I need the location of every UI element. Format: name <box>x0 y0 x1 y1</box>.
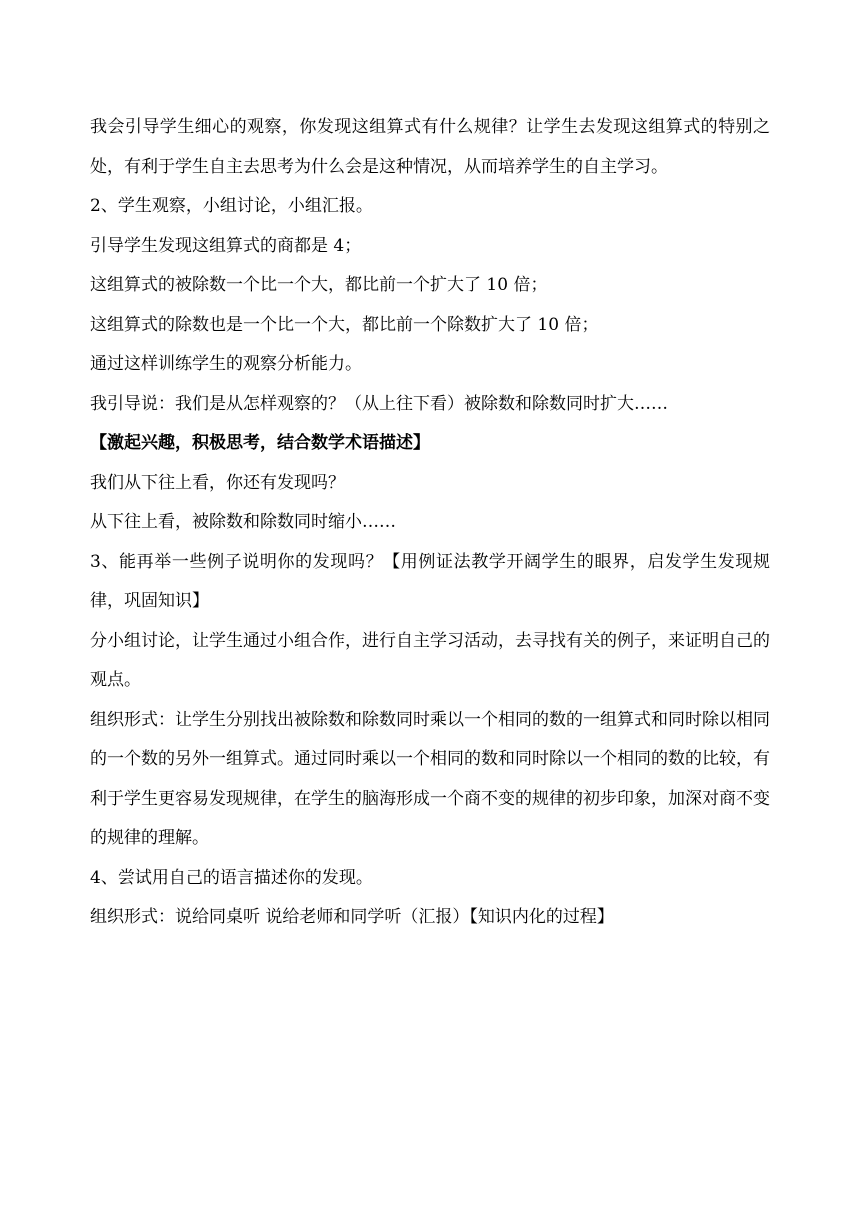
paragraph-top-down-observation: 我引导说：我们是从怎样观察的？（从上往下看）被除数和除数同时扩大…… <box>90 393 668 414</box>
paragraph-interest-note: 【激起兴趣，积极思考，结合数学术语描述】 <box>90 433 430 453</box>
paragraph-bottom-up-question: 我们从下往上看，你还有发现吗？ <box>90 472 345 493</box>
paragraph-organization-form: 组织形式：让学生分别找出被除数和除数同时乘以一个相同的数的一组算式和同时除以相同的一个数的另外一组算式。通过同时乘以一个相同的数和同时除以一个相同的数的比较，有利于学生更容易发现规律，在学生的脑海形成一个商不变的规律的初步印象，加深对商不变的规律的理解。 <box>90 709 770 848</box>
paragraph-divisor-increase: 这组算式的除数也是一个比一个大，都比前一个除数扩大了 10 倍； <box>90 314 599 335</box>
paragraph-dividend-increase: 这组算式的被除数一个比一个大，都比前一个扩大了 10 倍； <box>90 275 548 295</box>
paragraph-step-4-heading: 4、尝试用自己的语言描述你的发现。 <box>90 867 373 888</box>
document-body <box>90 108 770 938</box>
paragraph-training-ability: 通过这样训练学生的观察分析能力。 <box>90 354 362 374</box>
paragraph-guide-observation: 我会引导学生细心的观察，你发现这组算式有什么规律？让学生去发现这组算式的特别之处，有利于学生自主去思考为什么会是这种情况，从而培养学生的自主学习。 <box>90 117 770 177</box>
paragraph-group-discussion: 分小组讨论，让学生通过小组合作，进行自主学习活动，去寻找有关的例子，来证明自己的观点。 <box>90 630 770 690</box>
paragraph-bottom-up-answer: 从下往上看，被除数和除数同时缩小…… <box>90 512 396 532</box>
paragraph-quotient-is-4: 引导学生发现这组算式的商都是 4； <box>90 235 362 256</box>
paragraph-step-3-examples: 3、能再举一些例子说明你的发现吗？【用例证法教学开阔学生的眼界，启发学生发现规律，巩固知识】 <box>90 551 770 611</box>
paragraph-organization-form-2: 组织形式：说给同桌听 说给老师和同学听（汇报）【知识内化的过程】 <box>90 907 614 927</box>
paragraph-step-2-heading: 2、学生观察，小组讨论，小组汇报。 <box>90 196 373 216</box>
